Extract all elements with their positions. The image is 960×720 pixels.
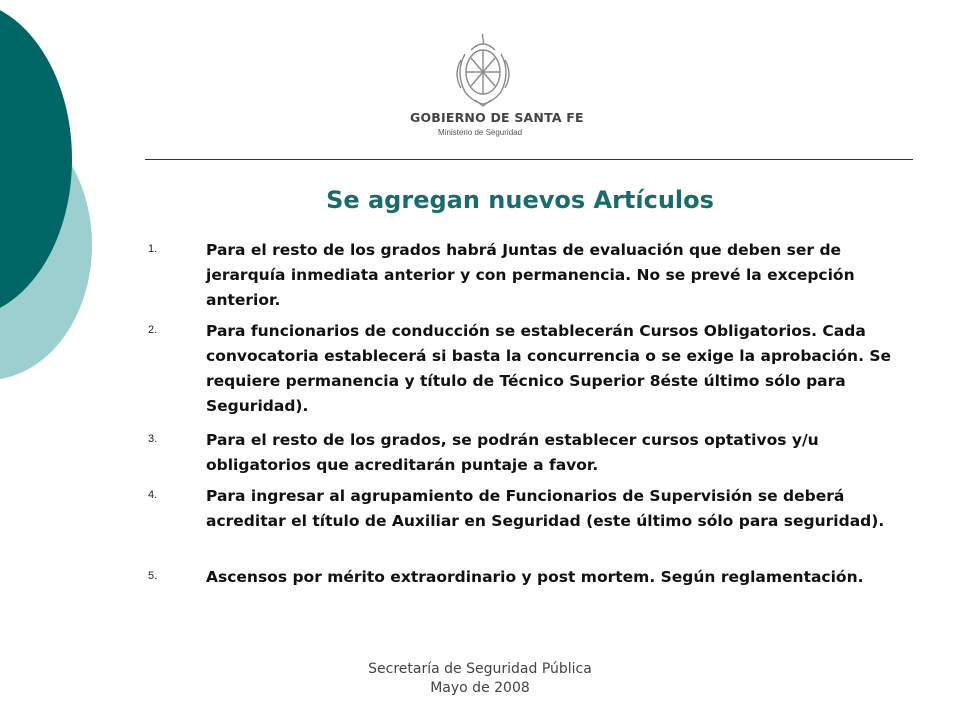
item-number: 3. bbox=[148, 433, 158, 445]
slide-title: Se agregan nuevos Artículos bbox=[326, 186, 714, 214]
item-number: 2. bbox=[148, 324, 158, 336]
item-text: Para funcionarios de conducción se establecerán Cursos Obligatorios. Cada convocatoria establecerá si basta la concurrencia o se exige la aprobación. Se requiere permanencia y título de Técnico Superior 8éste último sólo para Seguridad). bbox=[206, 322, 892, 415]
footer bbox=[280, 660, 680, 698]
item-text: Para ingresar al agrupamiento de Funcionarios de Supervisión se deberá acreditar el título de Auxiliar en Seguridad (este último sólo para seguridad). bbox=[206, 487, 885, 530]
item-number: 4. bbox=[148, 489, 158, 501]
item-number: 5. bbox=[148, 570, 158, 582]
header-divider bbox=[145, 159, 913, 160]
item-number: 1. bbox=[148, 243, 158, 255]
government-logo bbox=[408, 30, 584, 140]
footer-date: Mayo de 2008 bbox=[430, 680, 530, 696]
logo-name: GOBIERNO DE SANTA FE bbox=[410, 110, 584, 125]
item-text: Ascensos por mérito extraordinario y post mortem. Según reglamentación. bbox=[206, 568, 864, 586]
item-text: Para el resto de los grados, se podrán establecer cursos optativos y/u obligatorios que acreditarán puntaje a favor. bbox=[206, 431, 819, 474]
footer-organization: Secretaría de Seguridad Pública bbox=[368, 661, 592, 677]
coat-of-arms-icon bbox=[451, 30, 515, 108]
item-text: Para el resto de los grados habrá Juntas de evaluación que deben ser de jerarquía inmediata anterior y con permanencia. No se prevé la excepción anterior. bbox=[206, 241, 855, 309]
logo-subtitle: Ministerio de Seguridad bbox=[438, 128, 523, 137]
